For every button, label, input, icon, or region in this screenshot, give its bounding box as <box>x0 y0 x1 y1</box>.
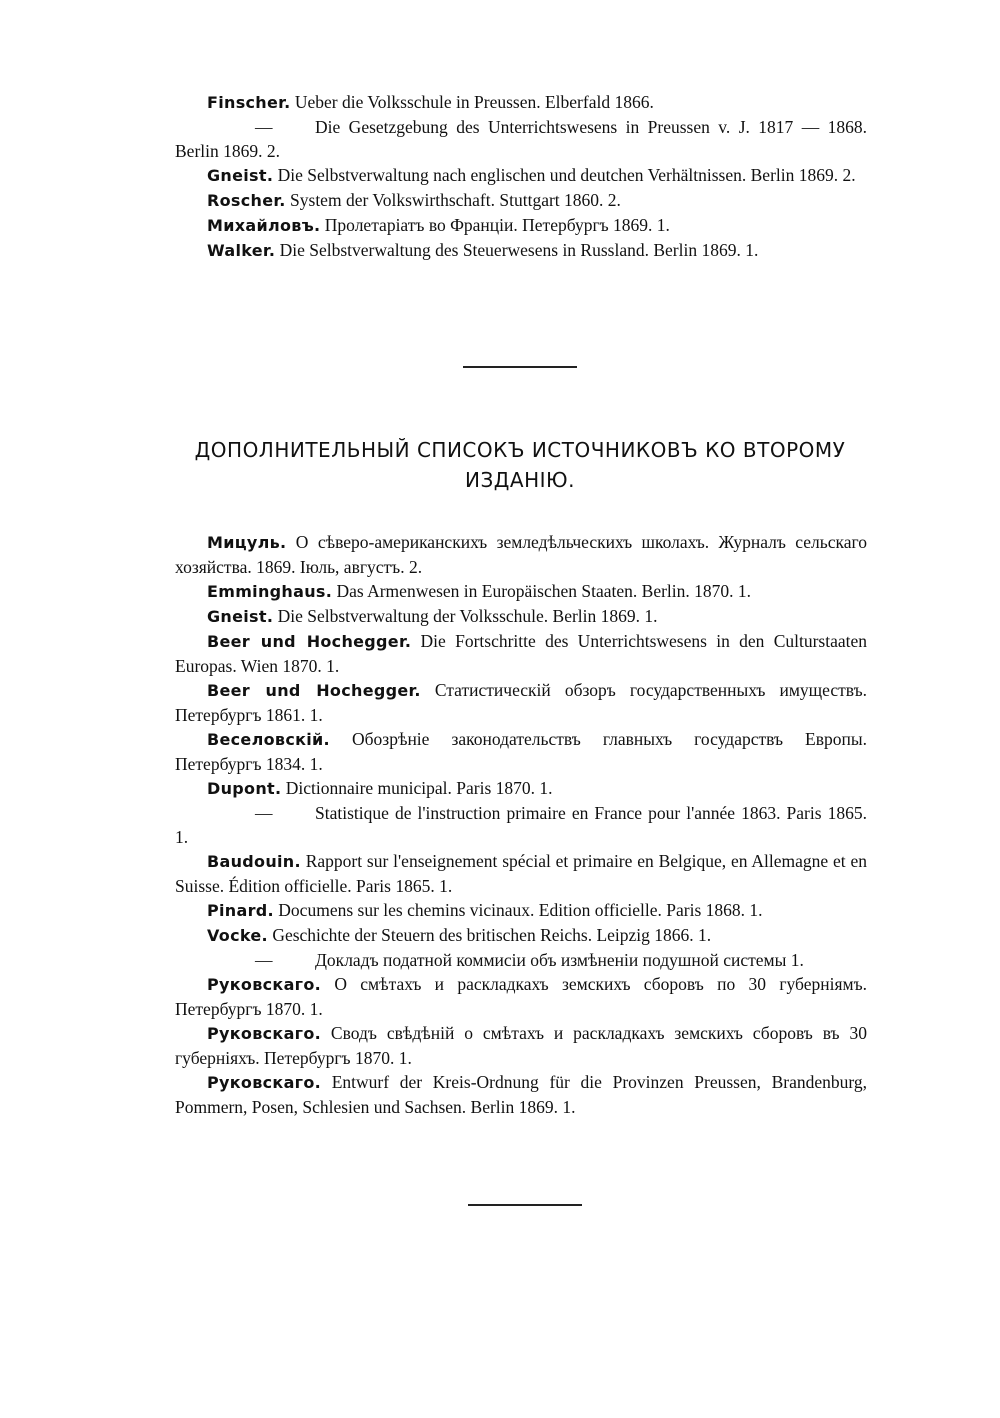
section-divider <box>468 1204 582 1206</box>
bib-author: Gneist. <box>207 166 274 185</box>
bib-text: Das Armenwesen in Europäischen Staaten. Berlin. 1870. 1. <box>332 581 752 601</box>
bib-text: Die Selbstverwaltung des Steuerwesens in Russland. Berlin 1869. 1. <box>275 240 759 260</box>
bib-author: Roscher. <box>207 191 286 210</box>
bib-text: Geschichte der Steuern des britischen Reichs. Leipzig 1866. 1. <box>267 925 712 945</box>
bibliography-list-top <box>175 90 867 263</box>
bib-text: Die Selbstverwaltung der Volksschule. Berlin 1869. 1. <box>273 606 658 626</box>
bib-entry <box>175 579 867 604</box>
bib-text: Обозрѣніе законодательствъ главныхъ государствъ Европы. Петербургъ 1834. 1. <box>175 729 867 774</box>
bib-entry <box>175 213 867 238</box>
bib-author: Beer und Hochegger. <box>207 681 421 700</box>
bib-author: Gneist. <box>207 607 274 626</box>
ditto-dash: — <box>255 803 273 823</box>
bib-author: Руковскаго. <box>207 1024 322 1043</box>
bib-author: Михайловъ. <box>207 216 321 235</box>
section-divider <box>463 366 577 368</box>
bib-author: Emminghaus. <box>207 582 333 601</box>
bib-entry <box>175 678 867 727</box>
bib-author: Мицуль. <box>207 533 287 552</box>
bib-text: Rapport sur l'enseignement spécial et primaire en Belgique, en Allemagne et en Suisse. Édition officielle. Paris 1865. 1. <box>175 851 867 896</box>
bib-entry <box>175 90 867 115</box>
bib-text: Докладъ податной коммисіи объ измѣненіи подушной системы 1. <box>315 950 804 970</box>
bib-text: Die Gesetzgebung des Unterrichtswesens in Preussen v. J. 1817 — 1868. Berlin 1869. 2. <box>175 117 867 161</box>
bib-text: Die Fortschritte des Unterrichtswesens in den Culturstaaten Europas. Wien 1870. 1. <box>175 631 868 676</box>
bib-author: Walker. <box>207 241 276 260</box>
bib-text: Сводъ свѣдѣній о смѣтахъ и раскладкахъ земскихъ сборовъ въ 30 губерніяхъ. Петербургъ 1870. 1. <box>175 1023 867 1068</box>
bib-entry <box>175 1070 867 1119</box>
section-heading <box>150 435 890 495</box>
bib-entry <box>175 530 867 579</box>
bib-author: Dupont. <box>207 779 282 798</box>
bib-text: Dictionnaire municipal. Paris 1870. 1. <box>281 778 553 798</box>
bib-text: Documens sur les chemins vicinaux. Edition officielle. Paris 1868. 1. <box>273 900 763 920</box>
bib-author: Pinard. <box>207 901 274 920</box>
bib-entry <box>175 188 867 213</box>
bib-author: Beer und Hochegger. <box>207 632 412 651</box>
bib-text: Статистическій обзоръ государственныхъ имуществъ. Петербургъ 1861. 1. <box>175 680 867 725</box>
bib-entry <box>175 776 867 801</box>
bib-entry <box>175 629 867 678</box>
bib-entry <box>175 849 867 898</box>
bib-text: Die Selbstverwaltung nach englischen und deutchen Verhältnissen. Berlin 1869. 2. <box>273 165 856 185</box>
bib-entry <box>175 1021 867 1070</box>
bib-author: Руковскаго. <box>207 975 322 994</box>
bib-author: Руковскаго. <box>207 1073 322 1092</box>
bib-entry <box>175 923 867 948</box>
bib-text: О смѣтахъ и раскладкахъ земскихъ сборовъ по 30 губерніямъ. Петербургъ 1870. 1. <box>175 974 867 1019</box>
bib-entry <box>175 115 867 163</box>
bib-author: Finscher. <box>207 93 291 112</box>
bib-author: Веселовскій. <box>207 730 330 749</box>
bib-author: Vocke. <box>207 926 268 945</box>
bib-entry <box>175 163 867 188</box>
section-heading-line-1: ДОПОЛНИТЕЛЬНЫЙ СПИСОКЪ ИСТОЧНИКОВЪ КО ВТОРОМУ <box>194 438 846 462</box>
bib-entry <box>175 972 867 1021</box>
bib-entry <box>175 801 867 849</box>
bib-entry <box>175 948 867 972</box>
bib-entry <box>175 238 867 263</box>
bib-entry <box>175 727 867 776</box>
ditto-dash: — <box>255 117 273 137</box>
bib-author: Baudouin. <box>207 852 301 871</box>
bib-text: Entwurf der Kreis-Ordnung für die Provinzen Preussen, Brandenburg, Pommern, Posen, Schlesien und Sachsen. Berlin 1869. 1. <box>175 1072 867 1117</box>
ditto-dash: — <box>255 950 273 970</box>
bib-text: Пролетаріатъ во Франціи. Петербургъ 1869. 1. <box>320 215 670 235</box>
bib-text: Statistique de l'instruction primaire en France pour l'année 1863. Paris 1865. 1. <box>175 803 867 847</box>
bib-entry <box>175 898 867 923</box>
bib-text: Ueber die Volksschule in Preussen. Elberfald 1866. <box>290 92 654 112</box>
bib-text: System der Volkswirthschaft. Stuttgart 1860. 2. <box>285 190 621 210</box>
bibliography-list-additional <box>175 530 867 1119</box>
bib-entry <box>175 604 867 629</box>
section-heading-line-2: ИЗДАНІЮ. <box>465 468 575 492</box>
bib-text: О сѣверо-американскихъ земледѣльческихъ школахъ. Журналъ сельскаго хозяйства. 1869. Іюль, августъ. 2. <box>175 532 867 577</box>
